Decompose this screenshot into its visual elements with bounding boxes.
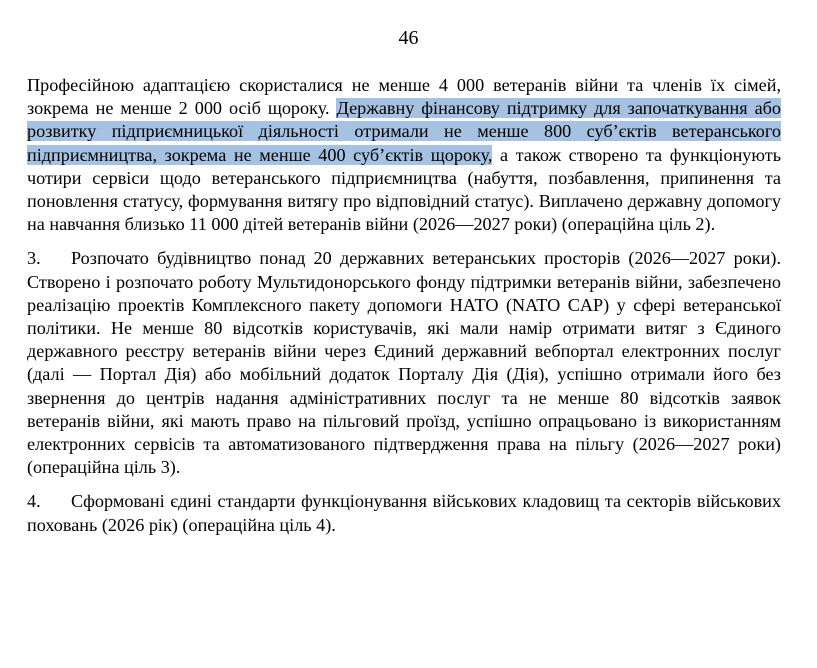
paragraph-text: Професійною адаптацією скористалися не менше 4 000 ветеранів війни та членів їх сімей, зокрема не менше 2 000 осіб щороку.: [27, 75, 781, 119]
paragraph-text: Сформовані єдині стандарти функціонування військових кладовищ та секторів військових поховань (2026 рік) (операційна ціль 4).: [27, 491, 781, 535]
selected-text-highlight[interactable]: Державну фінансову підтримку для започаткування або розвитку підприємницької діяльності отримали не менше 800 суб’єктів ветеранського підприємництва, зокрема не менше 400 суб’єктів щороку,: [27, 98, 781, 165]
paragraph-2-continuation[interactable]: [27, 74, 781, 236]
paragraph-3[interactable]: [27, 247, 781, 479]
paragraph-number: 3.: [27, 248, 41, 269]
paragraph-text: а також створено та функціонують чотири сервіси щодо ветеранського підприємництва (набуття, позбавлення, припинення та поновлення статусу, формування витягу про відповідний статус). Виплачено державну допомогу на навчання близько 11 000 дітей ветеранів війни (2026—2027 роки) (операційна ціль 2).: [27, 144, 781, 235]
paragraph-4[interactable]: [27, 490, 781, 536]
document-body: [27, 74, 781, 548]
paragraph-number: 4.: [27, 491, 41, 512]
paragraph-text: Розпочато будівництво понад 20 державних ветеранських просторів (2026—2027 роки). Створено і розпочато роботу Мультидонорського фонду підтримки ветеранів війни, забезпечено реалізацію проектів Комплексного пакету допомоги НАТО (NATO CAP) у сфері ветеранської політики. Не менше 80 відсотків користувачів, які мали намір отримати витяг з Єдиного державного реєстру ветеранів війни через Єдиний державний вебпортал електронних послуг (далі — Портал Дія) або мобільний додаток Порталу Дія (Дія), успішно отримали його без звернення до центрів надання адміністративних послуг та не менше 80 відсотків заявок ветеранів війни, які мають право на пільговий проїзд, успішно опрацьовано із використанням електронних сервісів та автоматизованого підтвердження права на пільгу (2026—2027 роки) (операційна ціль 3).: [27, 248, 781, 478]
page-number: 46: [398, 27, 419, 49]
